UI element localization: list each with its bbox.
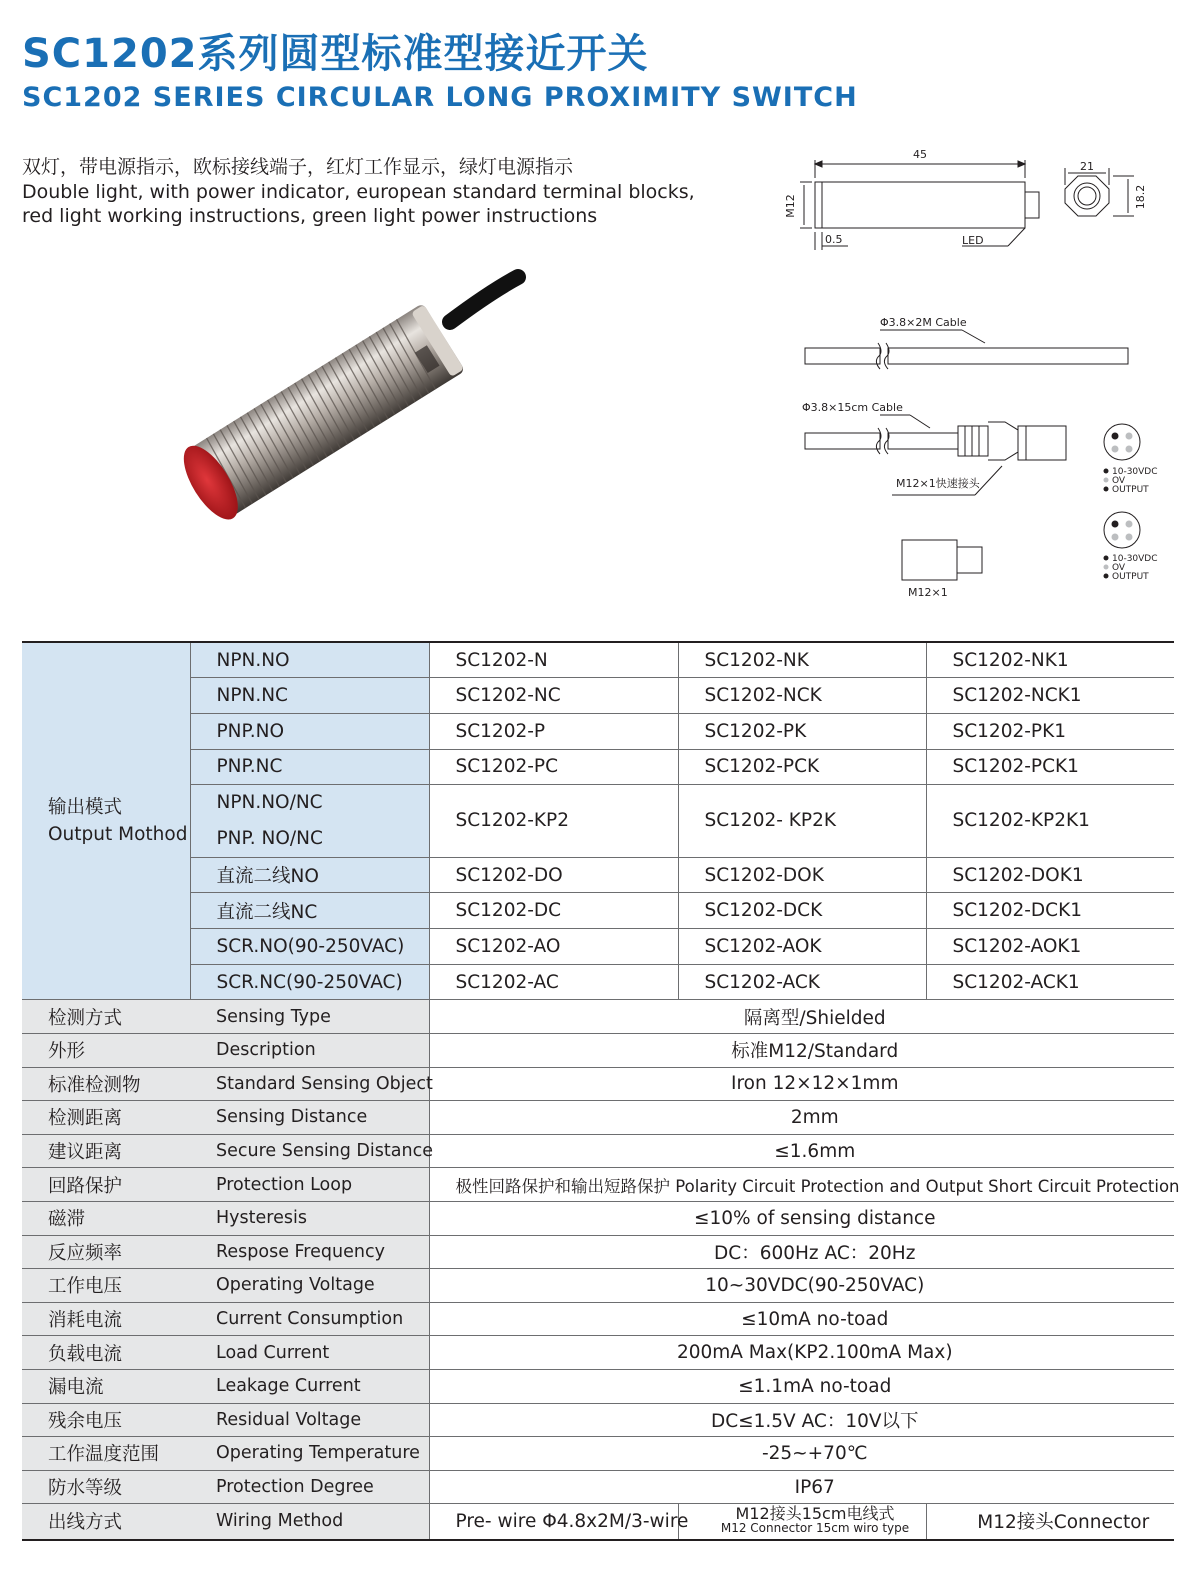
table-row <box>22 1168 1174 1202</box>
wiring-m12-15cm <box>678 1504 926 1540</box>
spec-en: Leakage Current <box>190 1369 429 1403</box>
table-row <box>22 1470 1174 1504</box>
table-row <box>22 929 1174 965</box>
connector-label: M12×1 <box>908 586 948 599</box>
model-cell: SC1202-NK1 <box>926 642 1174 678</box>
description-en-2: red light working instructions, green light power instructions <box>22 205 598 227</box>
spec-cn: 出线方式 <box>22 1504 190 1540</box>
page-title: SC1202系列圆型标准型接近开关 <box>22 31 649 77</box>
spec-en: Load Current <box>190 1336 429 1370</box>
spec-value: 200mA Max(KP2.100mA Max) <box>429 1336 1174 1370</box>
quick-connector-label: M12×1快速接头 <box>896 477 980 490</box>
model-cell: SC1202-NCK1 <box>926 678 1174 714</box>
mode-cell: NPN.NO <box>190 642 429 678</box>
spec-value: 10~30VDC(90-250VAC) <box>429 1269 1174 1303</box>
output-mode-cn: 输出模式 <box>48 797 123 819</box>
spec-en: Sensing Distance <box>190 1101 429 1135</box>
table-row <box>22 857 1174 893</box>
mode-cell-kp <box>190 785 429 857</box>
mode-kp-2: PNP. NO/NC <box>216 827 323 849</box>
table-row <box>22 785 1174 857</box>
mode-cell: NPN.NC <box>190 678 429 714</box>
spec-value: IP67 <box>429 1470 1174 1504</box>
dim-length: 45 <box>913 148 927 161</box>
spec-value: 标准M12/Standard <box>429 1034 1174 1068</box>
table-row <box>22 1336 1174 1370</box>
output-mode-label <box>22 642 190 1000</box>
spec-value: ≤10mA no-toad <box>429 1302 1174 1336</box>
nut-outline <box>1065 176 1109 216</box>
mode-cell: 直流二线NC <box>190 893 429 929</box>
spec-cn: 残余电压 <box>22 1403 190 1437</box>
spec-en: Description <box>190 1034 429 1068</box>
table-row <box>22 749 1174 785</box>
model-cell: SC1202-PK1 <box>926 713 1174 749</box>
spec-value: -25~+70℃ <box>429 1437 1174 1471</box>
mode-kp-1: NPN.NO/NC <box>216 792 323 814</box>
wiring-pre-wire: Pre- wire Φ4.8x2M/3-wire <box>429 1504 678 1540</box>
spec-cn: 防水等级 <box>22 1470 190 1504</box>
spec-en: Respose Frequency <box>190 1235 429 1269</box>
table-row <box>22 964 1174 1000</box>
table-row <box>22 1034 1174 1068</box>
mode-cell: SCR.NO(90-250VAC) <box>190 929 429 965</box>
pin-diagram-2 <box>1104 512 1140 548</box>
model-cell: SC1202-NK <box>678 642 926 678</box>
spec-value: Iron 12×12×1mm <box>429 1067 1174 1101</box>
spec-cn: 检测距离 <box>22 1101 190 1135</box>
product-description <box>22 155 695 229</box>
spec-en: Protection Degree <box>190 1470 429 1504</box>
model-cell: SC1202-KP2 <box>429 785 678 857</box>
spec-value: 隔离型/Shielded <box>429 1000 1174 1034</box>
table-row <box>22 1403 1174 1437</box>
mode-cell: SCR.NC(90-250VAC) <box>190 964 429 1000</box>
dim-nut-height: 18.2 <box>1134 184 1147 210</box>
spec-cn: 建议距离 <box>22 1134 190 1168</box>
model-cell: SC1202-P <box>429 713 678 749</box>
spec-value: ≤1.1mA no-toad <box>429 1369 1174 1403</box>
spec-cn: 磁滞 <box>22 1201 190 1235</box>
model-cell: SC1202-ACK <box>678 964 926 1000</box>
model-cell: SC1202-PCK1 <box>926 749 1174 785</box>
spec-value: 极性回路保护和输出短路保护 Polarity Circuit Protection and Output Short Circuit Protection <box>429 1168 1174 1202</box>
cable-15cm-label: Φ3.8×15cm Cable <box>802 401 903 414</box>
page-subtitle: SC1202 SERIES CIRCULAR LONG PROXIMITY SWITCH <box>22 82 858 113</box>
table-row <box>22 1302 1174 1336</box>
spec-en: Sensing Type <box>190 1000 429 1034</box>
model-cell: SC1202-DCK <box>678 893 926 929</box>
spec-cn: 检测方式 <box>22 1000 190 1034</box>
table-row <box>22 1235 1174 1269</box>
spec-en: Standard Sensing Object <box>190 1067 429 1101</box>
spec-cn: 标准检测物 <box>22 1067 190 1101</box>
spec-cn: 负载电流 <box>22 1336 190 1370</box>
led-label: LED <box>962 234 984 247</box>
product-photo <box>150 262 540 532</box>
dim-thread: M12 <box>784 194 797 218</box>
model-cell: SC1202- KP2K <box>678 785 926 857</box>
model-cell: SC1202-ACK1 <box>926 964 1174 1000</box>
spec-en: Operating Voltage <box>190 1269 429 1303</box>
table-row <box>22 893 1174 929</box>
spec-en: Protection Loop <box>190 1168 429 1202</box>
spec-cn: 外形 <box>22 1034 190 1068</box>
spec-cn: 回路保护 <box>22 1168 190 1202</box>
technical-drawing <box>770 140 1170 610</box>
mode-cell: PNP.NO <box>190 713 429 749</box>
spec-cn: 工作温度范围 <box>22 1437 190 1471</box>
spec-cn: 消耗电流 <box>22 1302 190 1336</box>
pin-legend-output-1: OUTPUT <box>1112 485 1149 495</box>
wiring-m12-15cm-cn: M12接头15cm电线式 <box>735 1504 895 1524</box>
description-cn: 双灯，带电源指示，欧标接线端子，红灯工作显示，绿灯电源指示 <box>22 156 574 178</box>
mode-cell: 直流二线NO <box>190 857 429 893</box>
dim-gap: 0.5 <box>825 233 843 246</box>
table-row <box>22 1504 1174 1540</box>
spec-value: ≤1.6mm <box>429 1134 1174 1168</box>
wiring-m12-conn: M12接头Connector <box>926 1504 1174 1540</box>
model-cell: SC1202-NCK <box>678 678 926 714</box>
table-row <box>22 1134 1174 1168</box>
table-row <box>22 1369 1174 1403</box>
spec-en: Operating Temperature <box>190 1437 429 1471</box>
model-cell: SC1202-AC <box>429 964 678 1000</box>
pin-legend-vdc-2: 10-30VDC <box>1112 554 1158 564</box>
spec-en: Residual Voltage <box>190 1403 429 1437</box>
pin-diagram-1 <box>1104 424 1140 460</box>
spec-table <box>22 641 1180 1541</box>
spec-en: Current Consumption <box>190 1302 429 1336</box>
model-cell: SC1202-NC <box>429 678 678 714</box>
pin-legend-ov-2: OV <box>1112 563 1126 573</box>
description-en-1: Double light, with power indicator, european standard terminal blocks, <box>22 180 695 203</box>
model-cell: SC1202-DC <box>429 893 678 929</box>
spec-value: DC≤1.5V AC：10V以下 <box>429 1403 1174 1437</box>
table-row <box>22 1437 1174 1471</box>
model-cell: SC1202-DO <box>429 857 678 893</box>
spec-value: 2mm <box>429 1101 1174 1135</box>
dim-nut-width: 21 <box>1080 160 1094 173</box>
table-row <box>22 642 1174 678</box>
model-cell: SC1202-N <box>429 642 678 678</box>
pin-legend-vdc-1: 10-30VDC <box>1112 467 1158 477</box>
table-row <box>22 713 1174 749</box>
table-row <box>22 1269 1174 1303</box>
table-row <box>22 1101 1174 1135</box>
spec-rows <box>22 1000 1180 1504</box>
model-cell: SC1202-PC <box>429 749 678 785</box>
spec-value: ≤10% of sensing distance <box>429 1201 1174 1235</box>
model-cell: SC1202-AOK <box>678 929 926 965</box>
table-row <box>22 1201 1174 1235</box>
pin-legend-ov-1: OV <box>1112 476 1126 486</box>
spec-cn: 工作电压 <box>22 1269 190 1303</box>
pin-legend-output-2: OUTPUT <box>1112 572 1149 582</box>
model-cell: SC1202-DOK1 <box>926 857 1174 893</box>
cable <box>450 277 518 322</box>
spec-en: Wiring Method <box>190 1504 429 1540</box>
spec-value: DC：600Hz AC：20Hz <box>429 1235 1174 1269</box>
table-row <box>22 678 1174 714</box>
spec-en: Hysteresis <box>190 1201 429 1235</box>
spec-cn: 漏电流 <box>22 1369 190 1403</box>
output-mode-en: Output Mothod <box>48 824 188 846</box>
wiring-m12-15cm-en: M12 Connector 15cm wiro type <box>720 1521 910 1536</box>
model-cell: SC1202-DOK <box>678 857 926 893</box>
cable-2m-label: Φ3.8×2M Cable <box>880 316 967 329</box>
model-cell: SC1202-DCK1 <box>926 893 1174 929</box>
model-cell: SC1202-PCK <box>678 749 926 785</box>
table-row <box>22 1000 1174 1034</box>
model-cell: SC1202-PK <box>678 713 926 749</box>
spec-cn: 反应频率 <box>22 1235 190 1269</box>
table-row <box>22 1067 1174 1101</box>
model-cell: SC1202-AOK1 <box>926 929 1174 965</box>
model-cell: SC1202-AO <box>429 929 678 965</box>
mode-cell: PNP.NC <box>190 749 429 785</box>
model-cell: SC1202-KP2K1 <box>926 785 1174 857</box>
body-outline <box>815 182 1025 228</box>
spec-en: Secure Sensing Distance <box>190 1134 429 1168</box>
